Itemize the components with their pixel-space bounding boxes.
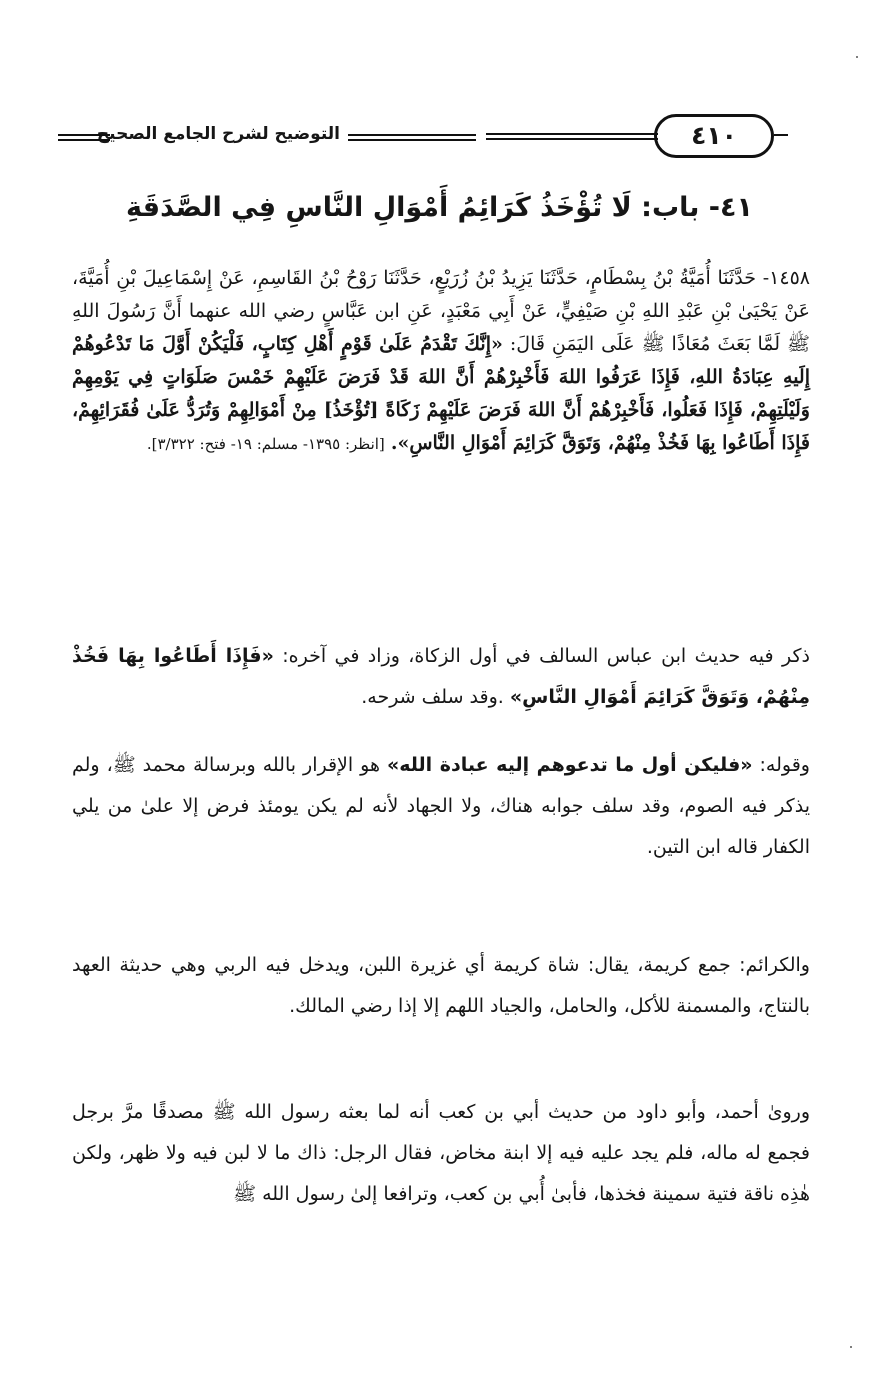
scan-speck bbox=[850, 1346, 852, 1348]
book-title: التوضيح لشرح الجامع الصحيح bbox=[96, 124, 340, 144]
running-header bbox=[58, 112, 786, 164]
header-rule-left bbox=[58, 134, 110, 141]
header-rule-right bbox=[774, 134, 788, 140]
paragraph-text: والكرائم: جمع كريمة، يقال: شاة كريمة أي غزيرة اللبن، ويدخل فيه الربي وهي حديثة العهد بالنتاج، والمسمنة للأكل، والحامل، والجياد اللهم إلا إذا رضي المالك. bbox=[72, 954, 810, 1017]
hadith-block bbox=[72, 262, 810, 461]
paragraph-lead: وقوله: bbox=[759, 754, 810, 776]
paragraph-end: .وقد سلف شرحه. bbox=[361, 686, 504, 708]
paragraph-text: ذكر فيه حديث ابن عباس السالف في أول الزكاة، وزاد في آخره: bbox=[282, 645, 810, 667]
hadith-reference: [انظر: ١٣٩٥- مسلم: ١٩- فتح: ٣/٣٢٢]. bbox=[146, 435, 385, 453]
paragraph-quote: «فَإِذَا أَطَاعُوا بِهَا فَخُذْ مِنْهُمْ، وَتَوَقَّ كَرَائِمَ أَمْوَالِ النَّاسِ» bbox=[72, 645, 810, 708]
paragraph-quote: «فليكن أول ما تدعوهم إليه عبادة الله» bbox=[387, 754, 753, 776]
scan-speck bbox=[856, 56, 858, 58]
commentary-paragraph-2 bbox=[72, 745, 810, 868]
paragraph-text: ورویٰ أحمد، وأبو داود من حديث أبي بن كعب أنه لما بعثه رسول الله ﷺ مصدقًا مرَّ برجل فجمع له ماله، فلم يجد عليه فيه إلا ابنة مخاض، فقال الرجل: ذاك ما لا لبن فيه ولا ظهر، ولكن هٰذِه ناقة فتية سمينة فخذها، فأبىٰ أُبي بن كعب، وترافعا إلىٰ رسول الله ﷺ bbox=[72, 1101, 810, 1205]
hadith-isnad: ١٤٥٨- حَدَّثَنَا أُمَيَّةُ بْنُ بِسْطَامٍ، حَدَّثَنَا يَزِيدُ بْنُ زُرَيْعٍ، حَدَّثَنَا رَوْحُ بْنُ القَاسِمِ، عَنْ إِسْمَاعِيلَ بْنِ أُمَيَّةَ، عَنْ يَحْيَىٰ بْنِ عَبْدِ اللهِ بْنِ صَيْفِيٍّ، عَنْ أَبِي مَعْبَدٍ، عَنِ ابن عَبَّاسٍ رضي الله عنهما أَنَّ رَسُولَ اللهِ ﷺ لَمَّا بَعَثَ مُعَاذًا ﷺ عَلَى اليَمَنِ قَالَ: bbox=[72, 267, 810, 355]
commentary-paragraph-4 bbox=[72, 1092, 810, 1215]
header-rule-middle bbox=[348, 134, 476, 141]
commentary-paragraph-1 bbox=[72, 636, 810, 718]
commentary-paragraph-3 bbox=[72, 945, 810, 1027]
chapter-heading: ٤١- باب: لَا تُؤْخَذُ كَرَائِمُ أَمْوَالِ النَّاسِ فِي الصَّدَقَةِ bbox=[126, 192, 753, 223]
paragraph-text: هو الإقرار بالله وبرسالة محمد ﷺ، ولم يذكر فيه الصوم، وقد سلف جوابه هناك، ولا الجهاد لأنه لم يكن يومئذ فرض إلا علىٰ من يلي الكفار قاله ابن التين. bbox=[72, 754, 810, 858]
hadith-matn: «إِنَّكَ تَقْدَمُ عَلَىٰ قَوْمٍ أَهْلِ كِتَابٍ، فَلْيَكُنْ أَوَّلَ مَا تَدْعُوهُمْ إِلَيهِ عِبَادَةُ اللهِ، فَإِذَا عَرَفُوا اللهَ فَأَخْبِرْهُمْ أَنَّ اللهَ قَدْ فَرَضَ عَلَيْهِمْ خَمْسَ صَلَوَاتٍ فِي يَوْمِهِمْ وَلَيْلَتِهِمْ، فَإِذَا فَعَلُوا، فَأَخْبِرْهُمْ أَنَّ اللهَ فَرَضَ عَلَيْهِمْ زَكَاةً [تُؤْخَذُ] مِنْ أَمْوَالِهِمْ وَتُرَدُّ عَلَىٰ فُقَرَائِهِمْ، فَإِذَا أَطَاعُوا بِهَا فَخُذْ مِنْهُمْ، وَتَوَقَّ كَرَائِمَ أَمْوَالِ النَّاسِ». bbox=[72, 333, 810, 454]
page-number: ٤١٠ bbox=[654, 114, 774, 158]
header-rule-inner bbox=[486, 133, 658, 140]
